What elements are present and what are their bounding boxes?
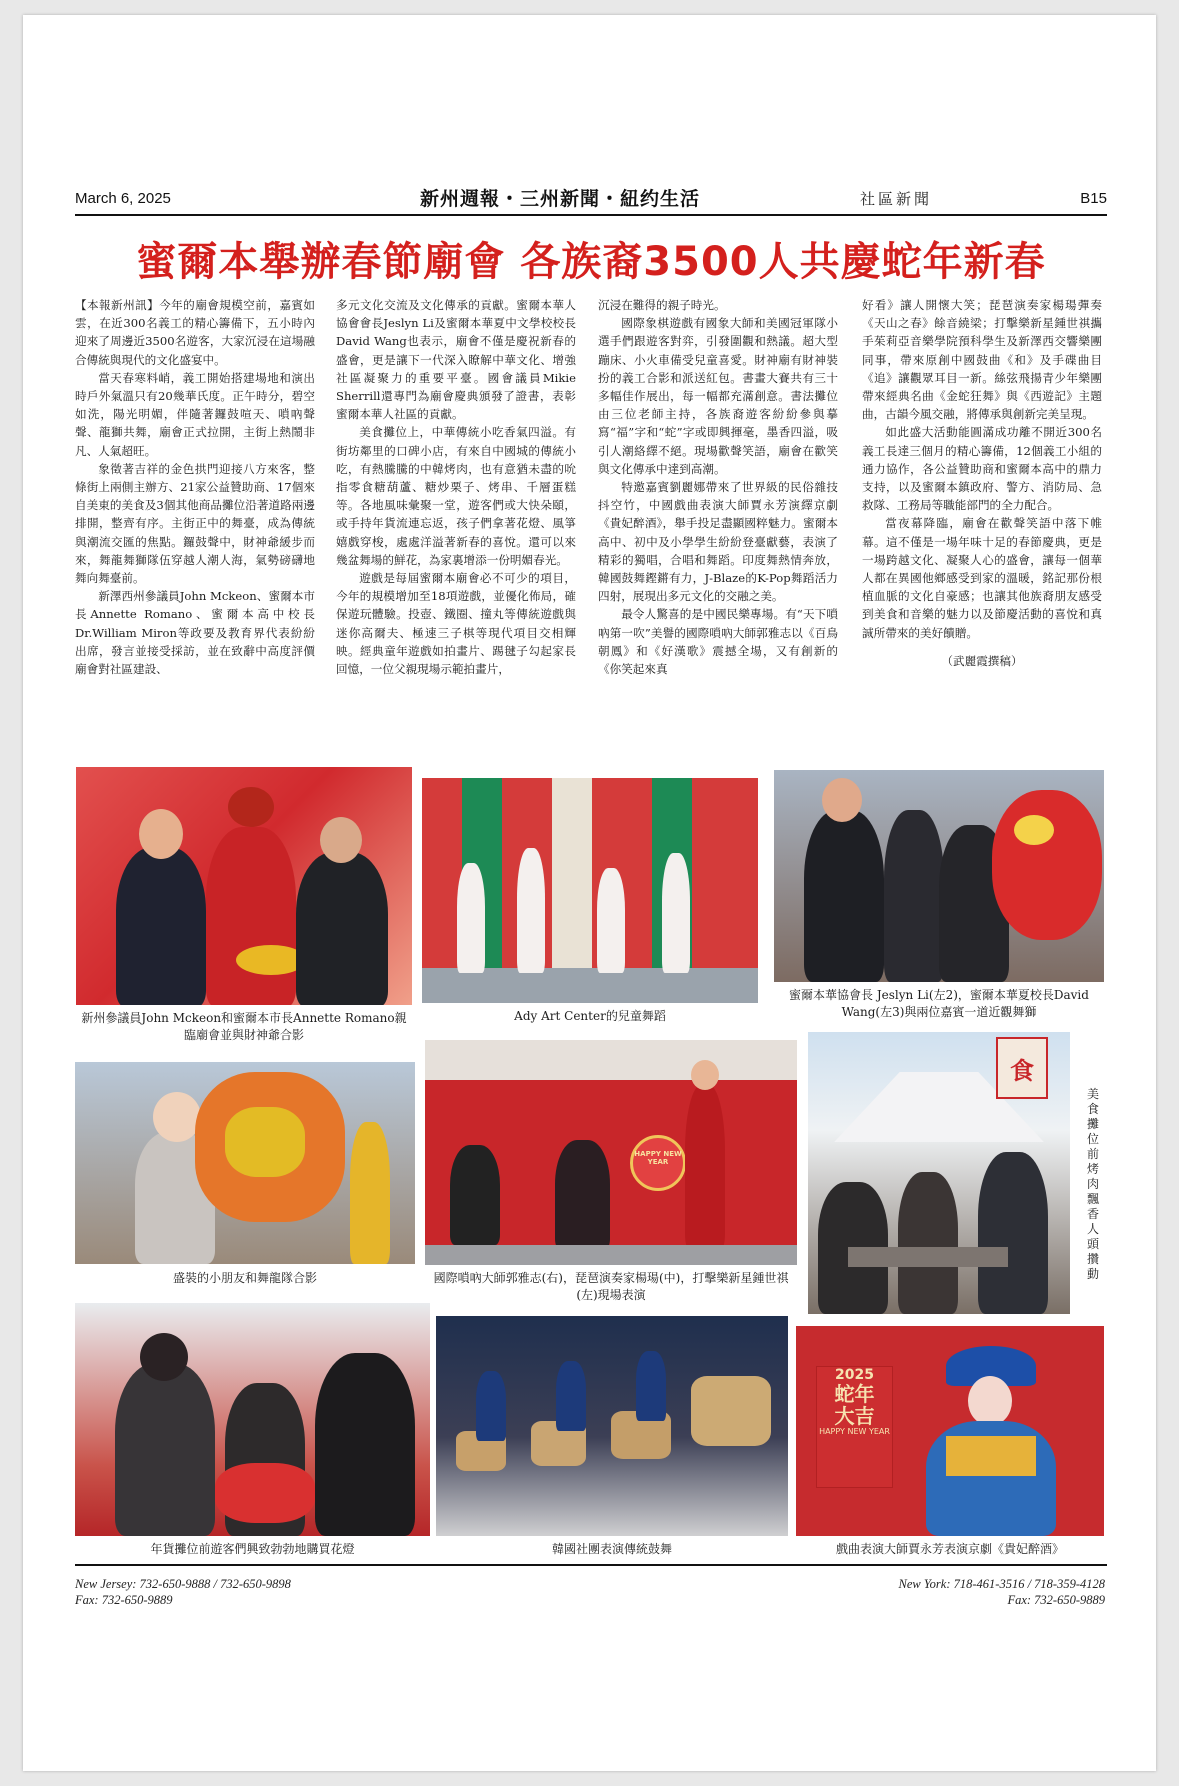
article-column-4 xyxy=(862,296,1102,756)
paragraph: 當夜幕降臨，廟會在歡聲笑語中落下帷幕。這不僅是一場年味十足的春節慶典，更是一場跨越文化、凝聚人心的盛會，讓每一個華人都在異國他鄉感受到家的溫暖，銘記那份根植血脈的文化自豪感；也讓其他族裔朋友感受到美食和音樂的魅力以及節慶活動的喜悅和真誠所帶來的美好饋贈。 xyxy=(862,516,1102,640)
photo-korean-drum-dance xyxy=(436,1316,788,1536)
nj-fax: Fax: 732-650-9889 xyxy=(75,1593,173,1607)
byline: （武麗霞撰稿） xyxy=(941,653,1023,668)
photo-peking-opera xyxy=(796,1326,1104,1536)
poster-year: 2025 xyxy=(835,1367,874,1383)
caption-dance: Ady Art Center的兒童舞蹈 xyxy=(514,1009,666,1023)
header-rule xyxy=(75,214,1107,216)
ny-fax: Fax: 732-650-9889 xyxy=(1007,1593,1105,1607)
paragraph: 沉浸在難得的親子時光。 xyxy=(598,298,726,312)
ny-phone: New York: 718-461-3516 / 718-359-4128 xyxy=(898,1577,1105,1591)
paragraph: 【本報新州訊】今年的廟會規模空前，嘉賓如雲，在近300名義工的精心籌備下，五小時內迎來了周邊近3500名遊客，大家沉浸在這場融合傳統與現代的文化盛宴中。 xyxy=(75,298,315,367)
caption-music: 國際嗩吶大師郭雅志(右)，琵琶演奏家楊瑒(中)，打擊樂新星鍾世祺(左)現場表演 xyxy=(433,1271,789,1302)
paragraph: 最令人驚喜的是中國民樂專場。有“天下嗩吶第一吹”美譽的國際嗩吶大師郭雅志以《百鳥朝鳳》和《好漢歌》震撼全場，又有創新的《你笑起來真 xyxy=(598,607,838,677)
photo-food-stall xyxy=(808,1032,1070,1314)
caption-drum-dance: 韓國社團表演傳統鼓舞 xyxy=(551,1542,672,1556)
page-header xyxy=(75,190,1107,212)
caption-food-stall: 美食攤位前烤肉飄香人頭攢動 xyxy=(1086,1087,1099,1281)
paragraph: 多元文化交流及文化傳承的貢獻。蜜爾本華人協會會長Jeslyn Li及蜜爾本華夏中文學校校長David Wang也表示，廟會不僅是慶祝新春的盛會，更是讓下一代深入瞭解中華文化、增強社區凝聚力的重要平臺。國會議員Mikie Sherrill還專門為廟會慶典頒發了證書，表彰蜜爾本華人社區的貢獻。 xyxy=(336,298,576,422)
caption-goods-stall: 年貨攤位前遊客們興致勃勃地購買花燈 xyxy=(150,1542,355,1556)
paragraph: 遊戲是每屆蜜爾本廟會必不可少的項目，今年的規模增加至18項遊戲，並優化佈局，確保遊玩體驗。投壺、鐵圈、撞丸等傳統遊戲與迷你高爾夫、極速三子棋等現代項目交相輝映。經典童年遊戲如拍畫片、踢毽子勾起家長回憶，一位父親現場示範拍畫片， xyxy=(336,571,576,677)
paragraph: 當天春寒料峭，義工開始搭建場地和演出時戶外氣溫只有20幾華氏度。正午時分，碧空如洗，陽光明媚，伴隨著鑼鼓喧天、嗩吶聲聲、龍獅共舞，廟會正式拉開，主街上熱鬧非凡、人氣超旺。 xyxy=(75,370,315,458)
article-column-3 xyxy=(598,296,838,756)
page-number: B15 xyxy=(1080,190,1107,207)
footer-nj xyxy=(75,1576,291,1608)
photo-new-year-goods-stall xyxy=(75,1303,430,1536)
poster-english: HAPPY NEW YEAR xyxy=(819,1427,890,1436)
footer-rule xyxy=(75,1564,1107,1566)
caption-lion-dance: 蜜爾本華協會長 Jeslyn Li(左2)，蜜爾本華夏校長David Wang(左3)與兩位嘉賓一道近觀舞獅 xyxy=(789,988,1089,1019)
section-name: 社區新聞 xyxy=(860,190,933,208)
stage-banner-text: HAPPY NEW YEAR xyxy=(634,1150,682,1166)
masthead: 新州週報・三州新聞・紐约生活 xyxy=(420,188,701,210)
poster-greeting: 蛇年大吉 xyxy=(834,1382,875,1428)
photo-childrens-dance xyxy=(422,778,758,1003)
nj-phone: New Jersey: 732-650-9888 / 732-650-9898 xyxy=(75,1577,291,1591)
footer-ny xyxy=(899,1576,1105,1608)
article-column-1 xyxy=(75,296,315,756)
paragraph: 如此盛大活動能圓滿成功離不開近300名義工長達三個月的精心籌備，12個義工小組的通力協作，各公益贊助商和蜜爾本高中的鼎力支持，以及蜜爾本鎮政府、警方、消防局、急救隊、工務局等職能部門的全力配合。 xyxy=(862,425,1102,513)
photo-music-performance xyxy=(425,1040,797,1265)
photo-officials-god-of-wealth xyxy=(76,767,412,1005)
caption-dragon: 盛裝的小朋友和舞龍隊合影 xyxy=(172,1271,317,1285)
headline: 蜜爾本舉辦春節廟會 各族裔3500人共慶蛇年新春 xyxy=(136,239,1046,285)
caption-opera: 戲曲表演大師賈永芳表演京劇《貴妃醉酒》 xyxy=(835,1542,1064,1556)
photo-child-dragon xyxy=(75,1062,415,1264)
photo-lion-dance-guests xyxy=(774,770,1104,982)
paragraph: 國際象棋遊戲有國象大師和美國冠軍隊小選手們跟遊客對弈，引發圍觀和熱議。超大型蹦床、小火車備受兒童喜愛。財神廟有財神裝扮的義工合影和派送紅包。書畫大賽共有三十多幅佳作展出，每一幅都充滿創意。書法攤位由三位老師主持，各族裔遊客紛紛參與摹寫“福”字和“蛇”字或即興揮毫，墨香四溢，吸引人潮絡繹不絕。現場歡聲笑語，廟會在歡笑與文化傳承中達到高潮。 xyxy=(598,316,838,476)
issue-date: March 6, 2025 xyxy=(75,190,171,207)
paragraph: 好看》讓人開懷大笑；琵琶演奏家楊瑒彈奏《天山之春》餘音繞梁；打擊樂新星鍾世祺攜手茱莉亞音樂學院預科學生及新澤西交響樂團同事，帶來原創中國鼓曲《和》及手碟曲目《追》讓觀眾耳目一新。絲弦飛揚青少年樂團帶來經典名曲《金蛇狂舞》與《西遊記》主題曲，古韻今風交融，將傳承與創新完美呈現。 xyxy=(862,298,1102,422)
caption-officials: 新州參議員John Mckeon和蜜爾本市長Annette Romano親臨廟會並與財神爺合影 xyxy=(81,1011,407,1042)
paragraph: 新澤西州參議員John Mckeon、蜜爾本市長Annette Romano、蜜爾本高中校長Dr.William Miron等政要及教育界代表紛紛出席，發言並接受採訪，並在致辭中高度評價廟會對社區建設、 xyxy=(75,589,315,677)
paragraph: 象徵著吉祥的金色拱門迎接八方來客，整條街上兩側主辦方、21家公益贊助商、17個來自美東的美食及3個其他商品攤位沿著道路兩邊排開，整齊有序。主街正中的舞臺，成為傳統與潮流交匯的焦點。鑼鼓聲中，財神爺緩步而來，舞龍舞獅隊伍穿越人潮人海，氣勢磅礴地舞向舞臺前。 xyxy=(75,461,315,586)
paragraph: 特邀嘉賓劉麗娜帶來了世界級的民俗雜技抖空竹，中國戲曲表演大師賈永芳演繹京劇《貴妃醉酒》，舉手投足盡顯國粹魅力。蜜爾本高中、初中及小學學生紛紛登臺獻藝，表演了精彩的獨唱，合唱和舞蹈。印度舞熱情奔放，韓國鼓舞鏗鏘有力，J-Blaze的K-Pop舞蹈活力四射，展現出多元文化的交融之美。 xyxy=(598,480,838,604)
food-sign-text: 食 xyxy=(1010,1056,1034,1085)
article-column-2 xyxy=(336,296,576,756)
paragraph: 美食攤位上，中華傳統小吃香氣四溢。有街坊鄰里的口碑小店，有來自中國城的傳統小吃，有熱騰騰的中韓烤肉，也有意猶未盡的吮指零食糖葫蘆、糖炒栗子、烤串、千層蛋糕等。各地風味彙聚一堂，遊客們或大快朵頤，或手持年貨流連忘返，孩子們拿著花燈、風箏嬉戲穿梭，處處洋溢著新春的喜悅。還可以來幾盆舞場的鮮花，為家裏增添一份明媚春光。 xyxy=(336,425,576,567)
